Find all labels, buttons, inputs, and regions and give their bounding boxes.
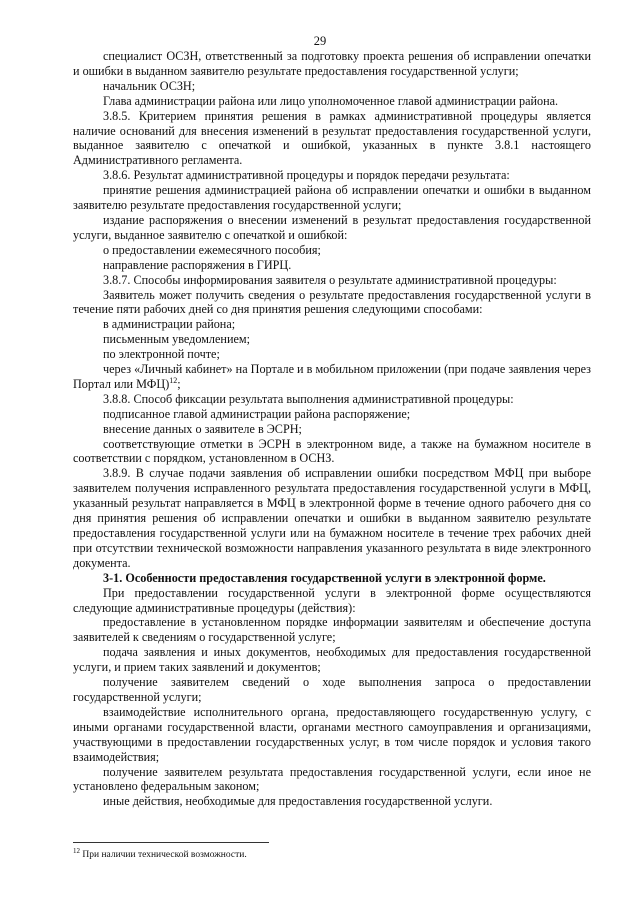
paragraph [73, 213, 591, 243]
footnote-divider [73, 842, 269, 843]
paragraph [73, 49, 591, 79]
paragraph [73, 347, 591, 362]
paragraph [73, 168, 591, 183]
paragraph [73, 645, 591, 675]
paragraph-text: направление распоряжения в ГИРЦ. [103, 257, 292, 272]
paragraph [73, 422, 591, 437]
paragraph [73, 362, 591, 392]
paragraph-text: о предоставлении ежемесячного пособия; [103, 242, 321, 257]
paragraph-text: по электронной почте; [103, 347, 220, 362]
paragraph-text: иные действия, необходимые для предоставления государственной услуги. [103, 794, 493, 809]
paragraph-text: При предоставлении государственной услуги в электронной форме осуществляются следующие административные процедуры (действия): [73, 585, 591, 615]
footnote-text: При наличии технической возможности. [80, 850, 247, 860]
paragraph [73, 705, 591, 765]
paragraph [73, 183, 591, 213]
paragraph-text: начальник ОСЗН; [103, 78, 196, 93]
paragraph-text: 3-1. Особенности предоставления государственной услуги в электронной форме. [103, 570, 546, 585]
paragraph-text: предоставление в установленном порядке информации заявителям и обеспечение доступа заявителей к сведениям о государственной услуге; [73, 615, 591, 645]
paragraph-text: Заявитель может получить сведения о результате предоставления государственной услуги в течение пяти рабочих дней со дня принятия решения следующими способами: [73, 287, 591, 317]
page-number: 29 [313, 34, 327, 48]
paragraph [73, 94, 591, 109]
paragraph-text: соответствующие отметки в ЭСРН в электронном виде, а также на бумажном носителе в соответствии с порядком, установленном в ОСНЗ. [73, 436, 591, 466]
paragraph-text: Глава администрации района или лицо уполномоченное главой администрации района. [103, 93, 559, 108]
paragraph [73, 392, 591, 407]
paragraph [73, 466, 591, 570]
paragraph [73, 615, 591, 645]
paragraph [73, 332, 591, 347]
paragraph-text: подписанное главой администрации района распоряжение; [103, 406, 411, 421]
paragraph-text: издание распоряжения о внесении изменений в результат предоставления государственной услуги, выданное заявителю с опечаткой и ошибкой: [73, 212, 591, 242]
paragraph [73, 571, 591, 586]
paragraph [73, 794, 591, 809]
paragraph [73, 407, 591, 422]
paragraph-text: получение заявителем сведений о ходе выполнения запроса о предоставлении государственной услуги; [73, 675, 591, 704]
paragraph-text: получение заявителем результата предоставления государственной услуги, если иное не установлено федеральным законом; [73, 764, 591, 794]
paragraph-text: 3.8.8. Способ фиксации результата выполнения административной процедуры: [103, 391, 514, 406]
paragraph-text: через «Личный кабинет» на Портале и в мобильном приложении (при подаче заявления через Портал или МФЦ) [73, 362, 591, 391]
paragraph-tail: ; [177, 376, 181, 391]
paragraph [73, 288, 591, 318]
paragraph [73, 273, 591, 288]
paragraph [73, 79, 591, 94]
paragraph-text: 3.8.9. В случае подачи заявления об исправлении ошибки посредством МФЦ при выборе заявителем получения исправленного результата предоставления государственной услуги в МФЦ, указанный результат направляется в МФЦ в электронной форме в течение одного рабочего дня со дня принятия решения об исправлении опечатки и ошибки в выданном заявителю результате предоставления государственной услуги или на бумажном носителе в течение трех рабочих дней при отсутствии технической возможности направления указанного результата в виде электронного документа. [73, 466, 591, 570]
paragraph-text: взаимодействие исполнительного органа, предоставляющего государственную услугу, с иными органами государственной власти, органами местного самоуправления и организациями, участвующими в предоставлении государственных услуг, в том числе порядок и условия такого взаимодействия; [73, 704, 591, 764]
paragraph-text: 3.8.5. Критерием принятия решения в рамках административной процедуры является наличие оснований для внесения изменений в результат предоставления государственной услуги, выданное заявителю с опечаткой и ошибкой, указанных в пункте 3.8.1 настоящего Административного регламента. [73, 108, 591, 168]
paragraph-text: специалист ОСЗН, ответственный за подготовку проекта решения об исправлении опечатки и ошибки в выданном заявителю результате предоставления государственной услуги; [73, 49, 591, 78]
paragraph [73, 675, 591, 705]
paragraph [73, 109, 591, 169]
paragraph-text: подача заявления и иных документов, необходимых для предоставления государственной услуги, и прием таких заявлений и документов; [73, 645, 591, 675]
paragraph-text: в администрации района; [103, 317, 236, 332]
paragraph [73, 317, 591, 332]
paragraph [73, 765, 591, 795]
paragraph [73, 586, 591, 616]
paragraph-text: 3.8.6. Результат административной процедуры и порядок передачи результата: [103, 168, 510, 183]
paragraph [73, 437, 591, 467]
footnote-reference: 12 [169, 375, 178, 385]
paragraph-text: 3.8.7. Способы информирования заявителя о результате административной процедуры: [103, 272, 557, 287]
paragraph [73, 243, 591, 258]
paragraph-text: письменным уведомлением; [103, 332, 250, 347]
paragraph-text: принятие решения администрацией района об исправлении опечатки и ошибки в выданном заявителю результате предоставления государственной услуги; [73, 183, 591, 213]
document-body [73, 49, 591, 809]
footnote [73, 846, 591, 861]
paragraph [73, 258, 591, 273]
paragraph-text: внесение данных о заявителе в ЭСРН; [103, 421, 302, 436]
footnote-mark: 12 [73, 846, 80, 855]
